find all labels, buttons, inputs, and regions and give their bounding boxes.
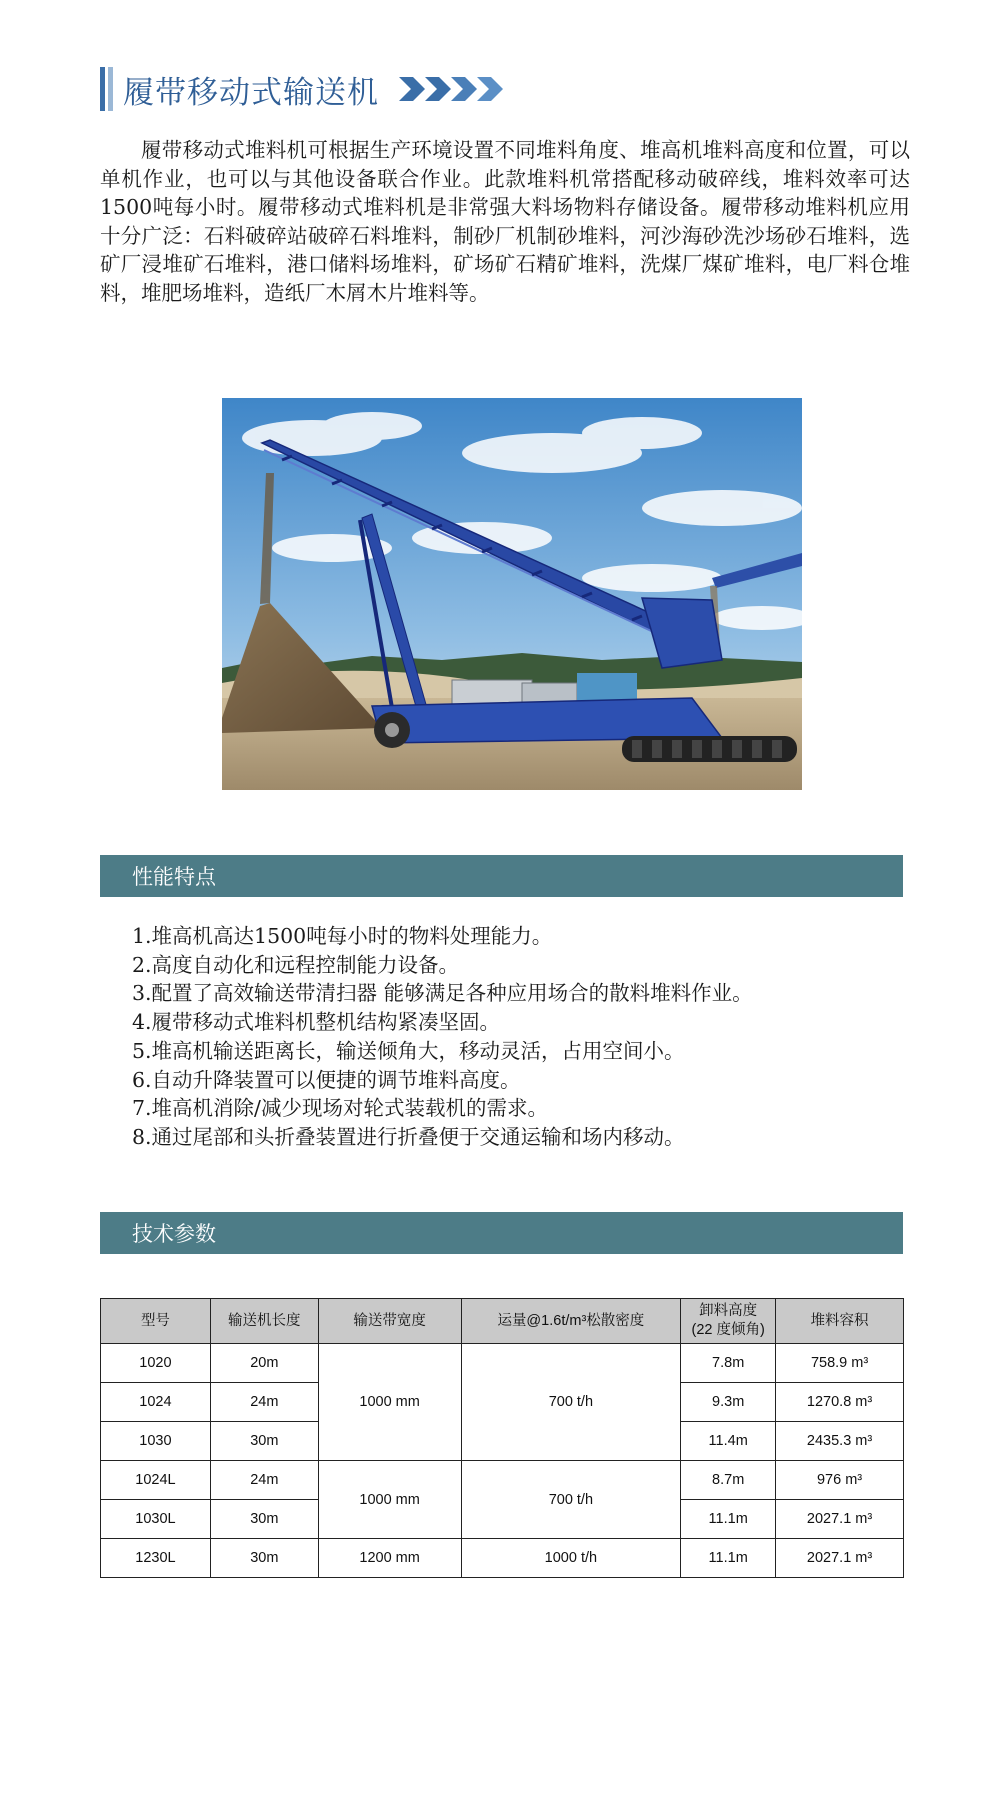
- cell-volume: 976 m³: [776, 1461, 904, 1500]
- header-discharge-height-line2: (22 度倾角): [691, 1322, 765, 1338]
- list-item: 3.配置了高效输送带清扫器 能够满足各种应用场合的散料堆料作业。: [132, 981, 753, 1006]
- header-model: 型号: [101, 1299, 211, 1344]
- cell-volume: 758.9 m³: [776, 1344, 904, 1383]
- cell-height: 11.1m: [681, 1539, 776, 1578]
- header-length: 输送机长度: [210, 1299, 318, 1344]
- cell-belt-width: 1000 mm: [318, 1461, 461, 1539]
- cell-volume: 2027.1 m³: [776, 1500, 904, 1539]
- features-section-title: 性能特点: [132, 865, 216, 889]
- crawler-track: [622, 736, 797, 762]
- cell-capacity: 700 t/h: [461, 1461, 681, 1539]
- intro-paragraph: 履带移动式堆料机可根据生产环境设置不同堆料角度、堆高机堆料高度和位置，可以单机作业，也可以与其他设备联合作业。此款堆料机常搭配移动破碎线，堆料效率可达1500吨每小时。履带移动式堆料机是非常强大料场物料存储设备。履带移动堆料机应用十分广泛：石料破碎站破碎石料堆料，制砂厂机制砂堆料，河沙海砂洗沙场砂石堆料，选矿厂浸堆矿石堆料，港口储料场堆料，矿场矿石精矿堆料，洗煤厂煤矿堆料，电厂料仓堆料，堆肥场堆料，造纸厂木屑木片堆料等。: [100, 138, 910, 305]
- cell-height: 9.3m: [681, 1383, 776, 1422]
- cell-length: 30m: [210, 1422, 318, 1461]
- crawler-stacker-illustration: [222, 398, 802, 790]
- list-item: 1.堆高机高达1500吨每小时的物料处理能力。: [132, 924, 553, 948]
- header-discharge-height-line1: 卸料高度: [699, 1303, 758, 1319]
- page-header: [100, 66, 501, 112]
- table-row: [101, 1539, 904, 1578]
- table-row: [101, 1344, 904, 1383]
- specs-section-title: 技术参数: [132, 1222, 216, 1246]
- list-item: 2.高度自动化和远程控制能力设备。: [132, 952, 460, 977]
- cell-model: 1024: [101, 1383, 211, 1422]
- cell-model: 1030: [101, 1422, 211, 1461]
- list-item: 8.通过尾部和头折叠装置进行折叠便于交通运输和场内移动。: [132, 1124, 685, 1149]
- chevron-right-icon: [475, 74, 505, 104]
- table-header-row: [101, 1299, 904, 1344]
- cell-length: 24m: [210, 1461, 318, 1500]
- cell-length: 30m: [210, 1500, 318, 1539]
- title-accent-bar: [100, 67, 105, 111]
- header-stockpile-volume: 堆料容积: [776, 1299, 904, 1344]
- header-discharge-height: [681, 1299, 776, 1344]
- cell-volume: 1270.8 m³: [776, 1383, 904, 1422]
- list-item: 6.自动升降装置可以便捷的调节堆料高度。: [132, 1067, 521, 1092]
- cell-height: 11.4m: [681, 1422, 776, 1461]
- cell-capacity: 700 t/h: [461, 1344, 681, 1461]
- cell-belt-width: 1200 mm: [318, 1539, 461, 1578]
- header-capacity: 运量@1.6t/m³松散密度: [461, 1299, 681, 1344]
- list-item: 4.履带移动式堆料机整机结构紧凑坚固。: [132, 1010, 501, 1035]
- cell-height: 7.8m: [681, 1344, 776, 1383]
- cell-model: 1030L: [101, 1500, 211, 1539]
- cell-belt-width: 1000 mm: [318, 1344, 461, 1461]
- cell-model: 1230L: [101, 1539, 211, 1578]
- cell-capacity: 1000 t/h: [461, 1539, 681, 1578]
- features-list: [132, 922, 753, 1152]
- chevron-arrows: [397, 74, 501, 104]
- cell-length: 30m: [210, 1539, 318, 1578]
- spec-table: [100, 1298, 904, 1578]
- cell-length: 24m: [210, 1383, 318, 1422]
- cell-model: 1020: [101, 1344, 211, 1383]
- list-item: 7.堆高机消除/减少现场对轮式装载机的需求。: [132, 1096, 548, 1121]
- cell-volume: 2027.1 m³: [776, 1539, 904, 1578]
- table-row: [101, 1461, 904, 1500]
- specs-section-header: [100, 1212, 903, 1254]
- cell-volume: 2435.3 m³: [776, 1422, 904, 1461]
- page-title: 履带移动式输送机: [123, 74, 379, 111]
- cell-height: 8.7m: [681, 1461, 776, 1500]
- header-belt-width: 输送带宽度: [318, 1299, 461, 1344]
- cell-length: 20m: [210, 1344, 318, 1383]
- product-photo: [222, 398, 802, 790]
- cell-model: 1024L: [101, 1461, 211, 1500]
- features-section-header: [100, 855, 903, 897]
- cell-height: 11.1m: [681, 1500, 776, 1539]
- title-accent-bar-light: [108, 67, 113, 111]
- list-item: 5.堆高机输送距离长，输送倾角大，移动灵活，占用空间小。: [132, 1038, 685, 1063]
